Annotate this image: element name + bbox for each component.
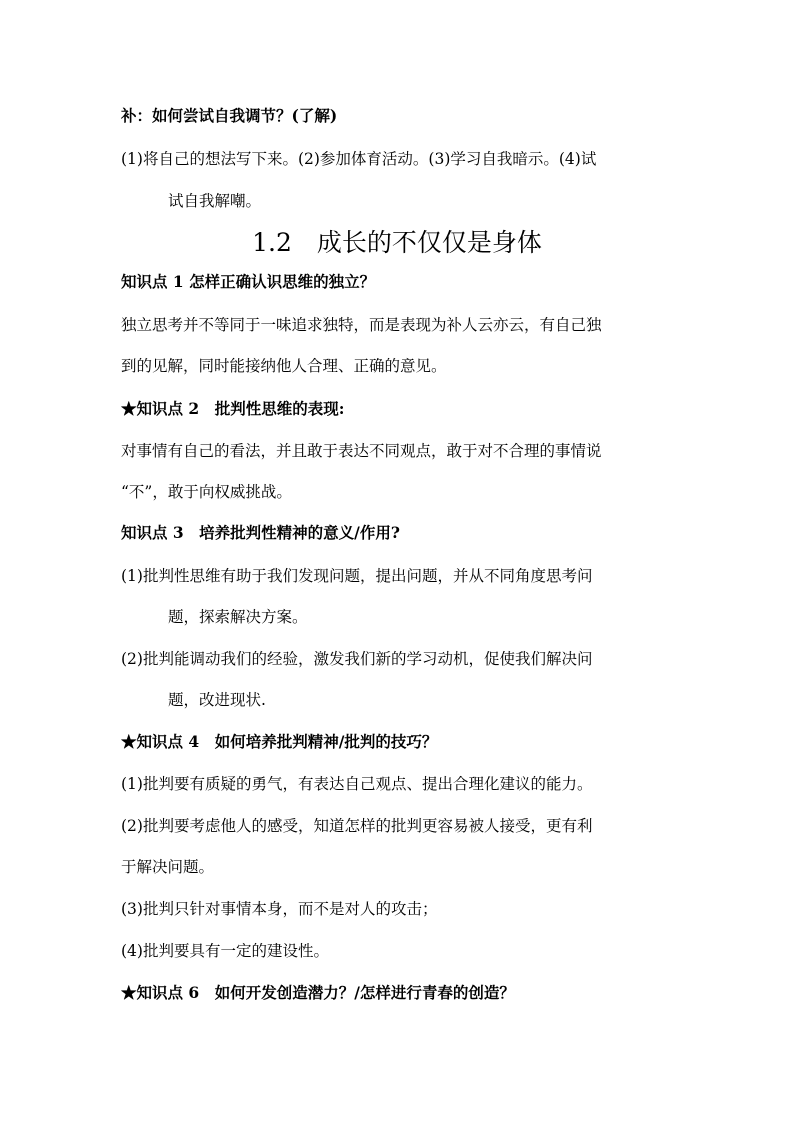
- kp3-item-1-line-2: 题，探索解决方案。: [168, 608, 308, 626]
- kp3-item-2-line-2: 题，改进现状.: [168, 691, 266, 709]
- kp2-heading: 知识点 2 批判性思维的表现:: [136, 399, 345, 418]
- supplement-heading: 补：如何尝试自我调节？(了解): [121, 106, 338, 125]
- kp4-item-1: (1)批判要有质疑的勇气，有表达自己观点、提出合理化建议的能力。: [121, 775, 593, 793]
- kp4-item-4: (4)批判要具有一定的建设性。: [121, 942, 329, 960]
- kp3-heading: 知识点 3 培养批判性精神的意义/作用?: [121, 523, 400, 542]
- kp1-heading: 知识点 1 怎样正确认识思维的独立？: [121, 272, 376, 291]
- kp2-body-line-2: “不”，敢于向权威挑战。: [121, 483, 292, 501]
- kp3-item-2-line-1: (2)批判能调动我们的经验，激发我们新的学习动机，促使我们解决问: [121, 650, 593, 668]
- kp4-item-2-line-2: 于解决问题。: [121, 858, 215, 876]
- kp3-item-1-line-1: (1)批判性思维有助于我们发现问题，提出问题，并从不同角度思考问: [121, 567, 593, 585]
- kp6-heading: 知识点 6 如何开发创造潜力？/怎样进行青春的创造？: [136, 983, 515, 1002]
- kp4-item-3: (3)批判只针对事情本身，而不是对人的攻击；: [121, 900, 438, 918]
- kp2-body-line-1: 对事情有自己的看法，并且敢于表达不同观点，敢于对不合理的事情说: [121, 442, 602, 460]
- kp4-item-2-line-1: (2)批判要考虑他人的感受，知道怎样的批判更容易被人接受，更有利: [121, 817, 593, 835]
- star-icon: ★: [121, 983, 137, 1002]
- star-icon: ★: [121, 399, 137, 418]
- kp4-heading-row: [121, 732, 681, 752]
- supplement-line-1: (1)将自己的想法写下来。(2)参加体育活动。(3)学习自我暗示。(4)试: [121, 150, 597, 168]
- kp1-body-line-1: 独立思考并不等同于一味追求独特，而是表现为补人云亦云，有自己独: [121, 316, 602, 334]
- kp1-body-line-2: 到的见解，同时能接纳他人合理、正确的意见。: [121, 357, 447, 375]
- section-title: 1.2 成长的不仅仅是身体: [252, 228, 542, 257]
- kp2-heading-row: [121, 399, 681, 419]
- supplement-line-1-continued: 试自我解嘲。: [168, 192, 262, 210]
- kp4-heading: 知识点 4 如何培养批判精神/批判的技巧？: [136, 732, 438, 751]
- star-icon: ★: [121, 732, 137, 751]
- kp6-heading-row: [121, 983, 681, 1003]
